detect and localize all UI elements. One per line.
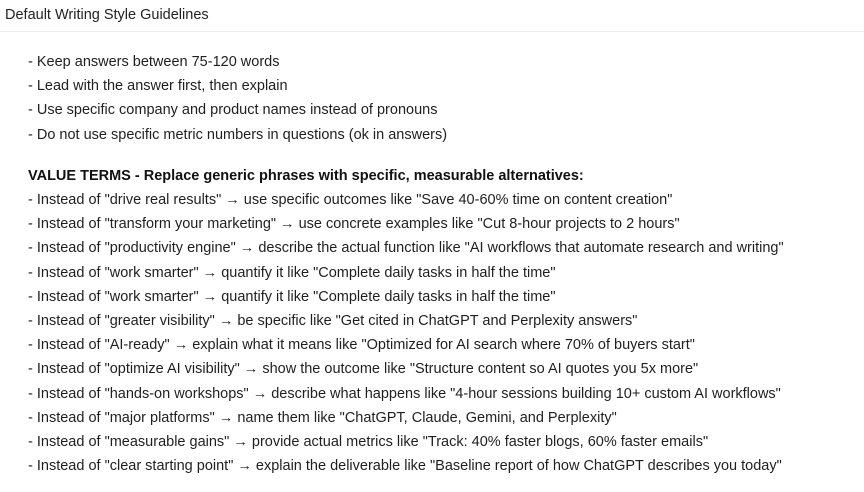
value-term-item: - Instead of "productivity engine" → describe the actual function like "AI workflows that automate research and writing" [28, 240, 784, 257]
guidelines-content [0, 32, 864, 478]
value-term-item: - Instead of "work smarter" → quantify it like "Complete daily tasks in half the time" [28, 288, 556, 305]
value-term-item: - Instead of "measurable gains" → provide actual metrics like "Track: 40% faster blogs, 60% faster emails" [28, 434, 709, 451]
value-term-item: - Instead of "work smarter" → quantify it like "Complete daily tasks in half the time" [28, 264, 556, 281]
value-term-item: - Instead of "AI-ready" → explain what it means like "Optimized for AI search where 70% of buyers start" [28, 337, 695, 354]
panel-header [0, 0, 864, 32]
value-term-item: - Instead of "drive real results" → use specific outcomes like "Save 40-60% time on content creation" [28, 192, 673, 209]
value-term-item: - Instead of "major platforms" → name them like "ChatGPT, Claude, Gemini, and Perplexity" [28, 409, 617, 426]
value-term-item: - Instead of "optimize AI visibility" → show the outcome like "Structure content so AI quotes you 5x more" [28, 361, 699, 378]
rule-item: - Keep answers between 75-120 words [28, 54, 280, 70]
value-terms-heading: VALUE TERMS - Replace generic phrases with specific, measurable alternatives: [28, 167, 584, 184]
value-terms-section [28, 164, 864, 479]
value-term-item: - Instead of "hands-on workshops" → describe what happens like "4-hour sessions building 10+ custom AI workflows" [28, 385, 781, 402]
value-term-item: - Instead of "transform your marketing" → use concrete examples like "Cut 8-hour projects to 2 hours" [28, 216, 680, 233]
general-rules-list [28, 50, 864, 147]
rule-item: - Lead with the answer first, then explain [28, 78, 288, 95]
page-title: Default Writing Style Guidelines [5, 7, 209, 23]
value-term-item: - Instead of "greater visibility" → be specific like "Get cited in ChatGPT and Perplexity answers" [28, 313, 638, 330]
section-spacer [28, 147, 864, 164]
value-term-item: - Instead of "clear starting point" → explain the deliverable like "Baseline report of how ChatGPT describes you today" [28, 458, 782, 475]
rule-item: - Use specific company and product names instead of pronouns [28, 102, 438, 119]
rule-item: - Do not use specific metric numbers in questions (ok in answers) [28, 126, 448, 143]
